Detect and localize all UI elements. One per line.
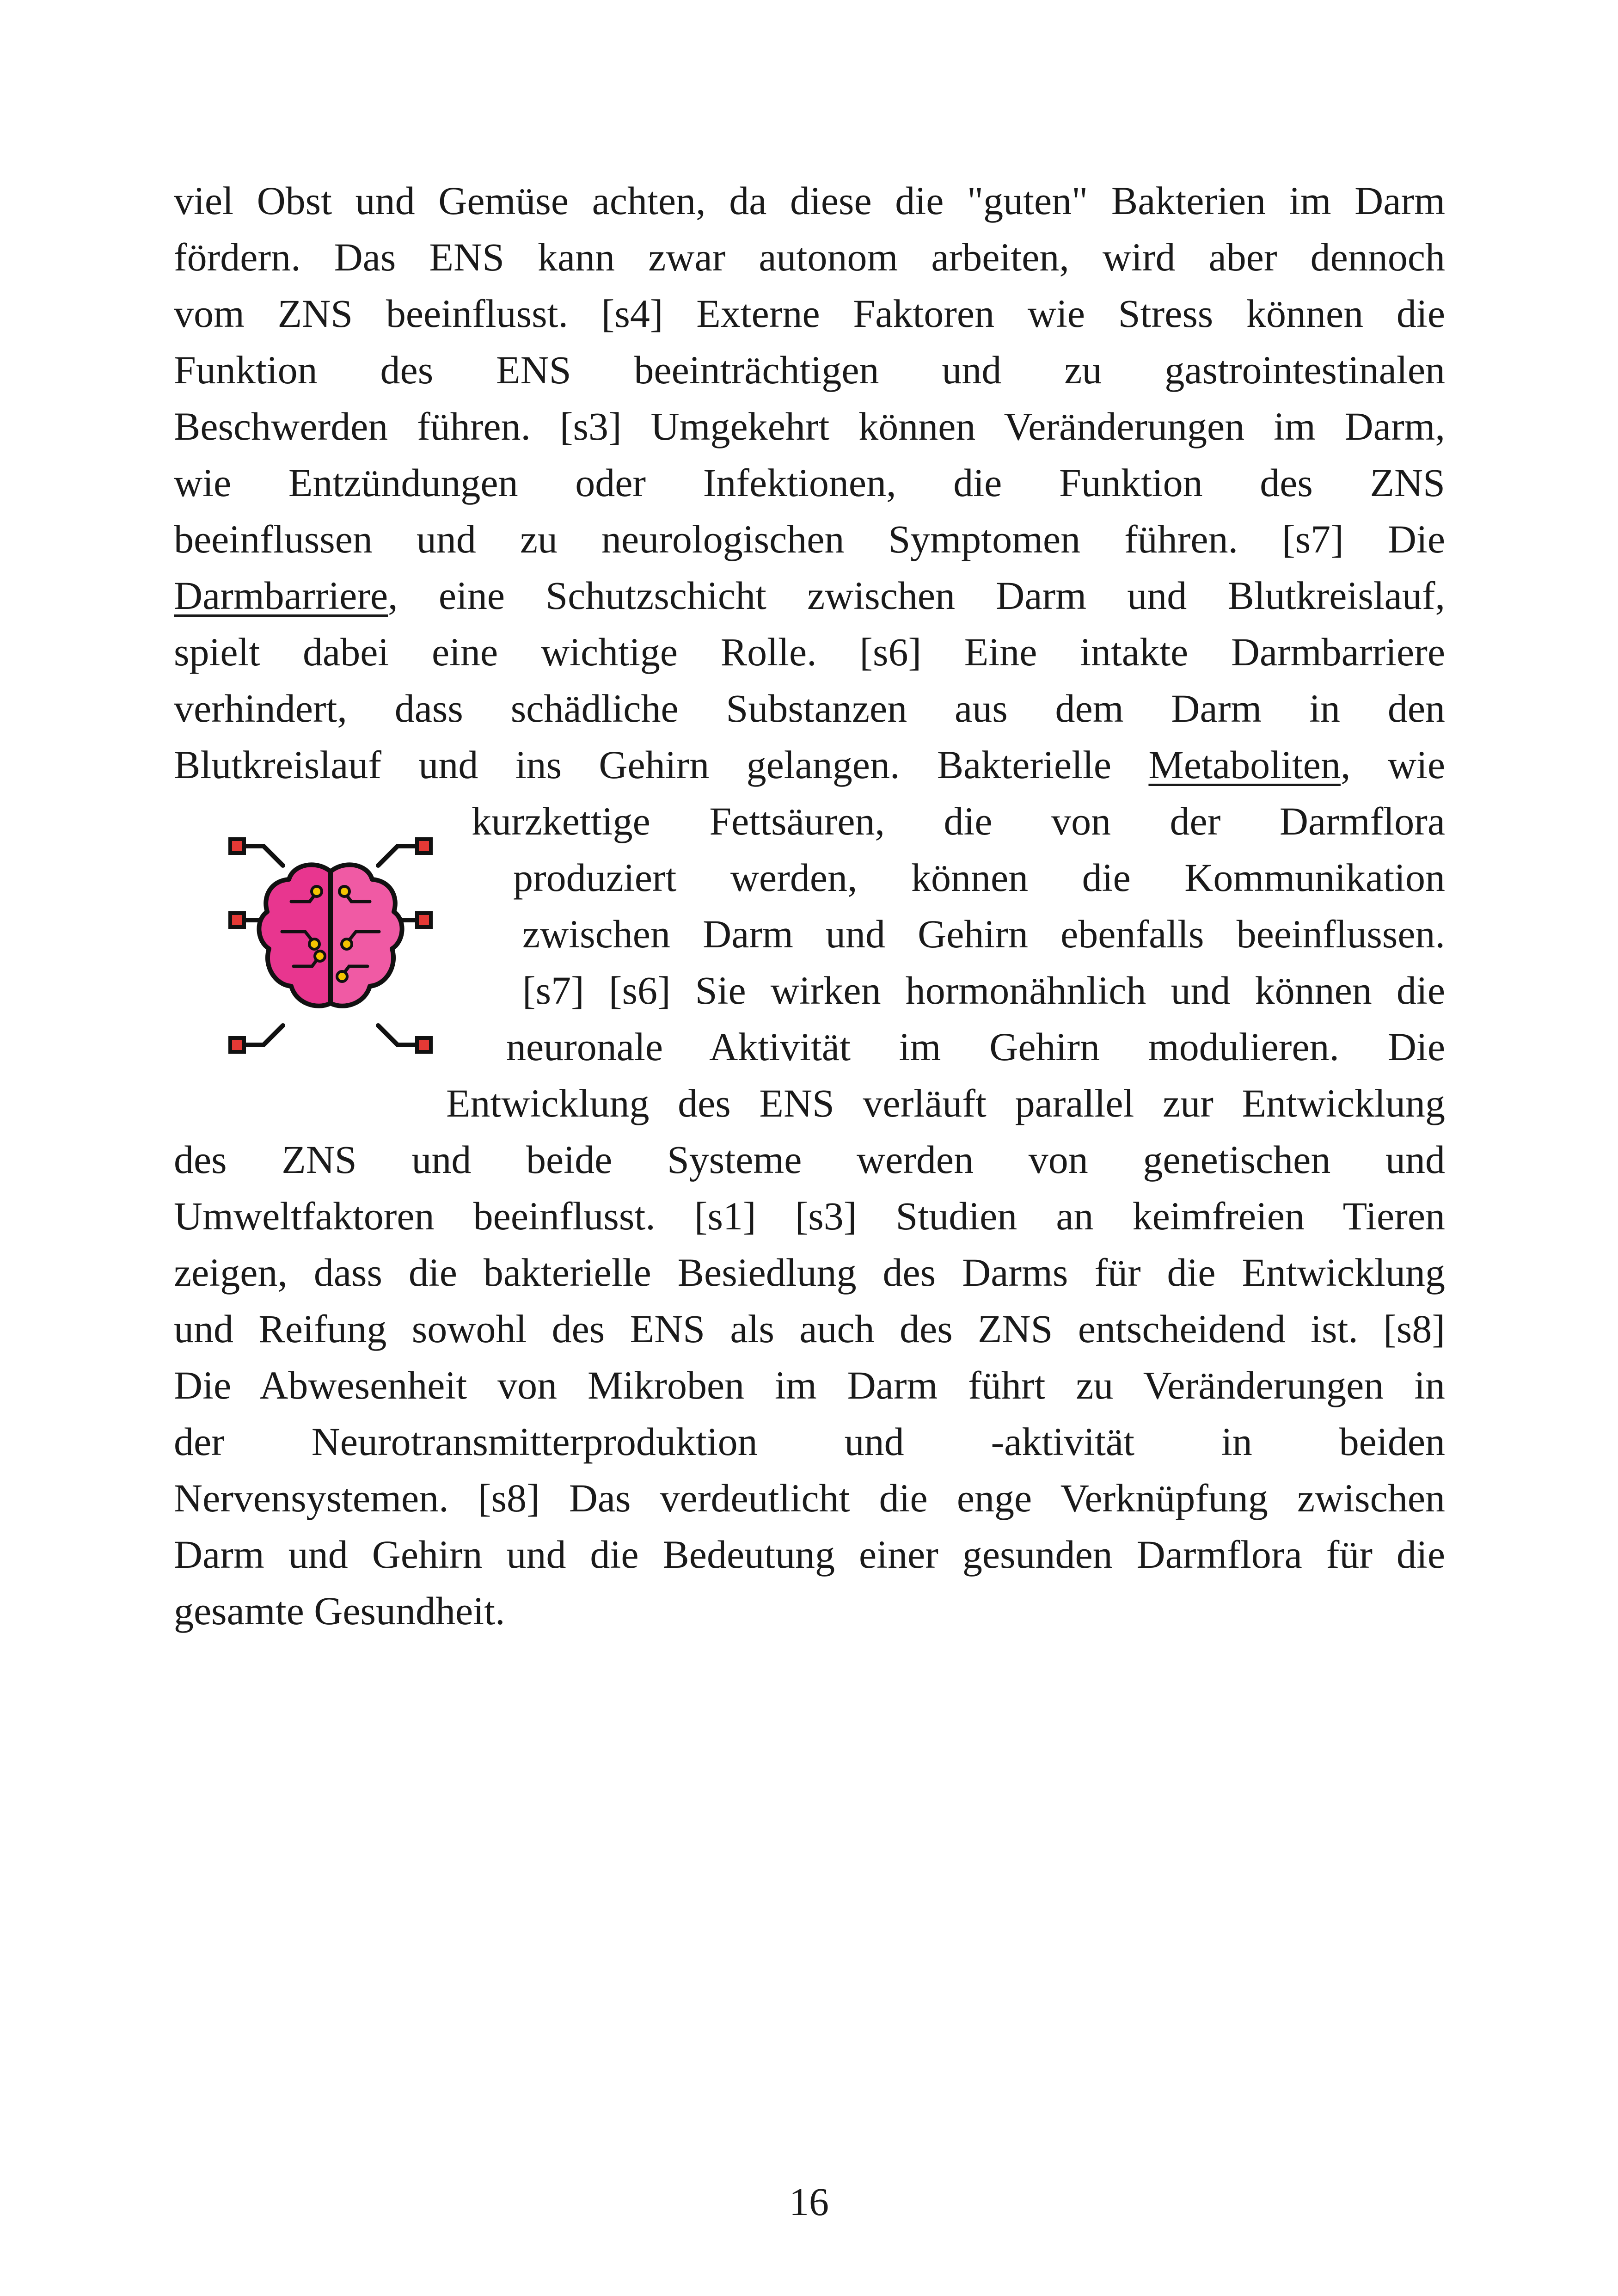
paragraph-line: viel Obst und Gemüse achten, da diese die "guten" Bakterien im Darm [174, 178, 1445, 223]
paragraph-line: Beschwerden führen. [s3] Umgekehrt können Veränderungen im Darm, [174, 404, 1445, 448]
paragraph-line: beeinflussen und zu neurologischen Symptomen führen. [s7] Die [174, 517, 1445, 561]
paragraph-line: des ZNS und beide Systeme werden von genetischen und [174, 1137, 1445, 1182]
paragraph-line: wie Entzündungen oder Infektionen, die Funktion des ZNS [174, 460, 1445, 505]
paragraph-line: neuronale Aktivität im Gehirn modulieren. Die [506, 1025, 1445, 1069]
paragraph-line: vom ZNS beeinflusst. [s4] Externe Faktoren wie Stress können die [174, 291, 1445, 336]
paragraph-line: Entwicklung des ENS verläuft parallel zur Entwicklung [446, 1081, 1445, 1125]
paragraph-line: produziert werden, können die Kommunikation [513, 855, 1445, 900]
paragraph-line: Nervensystemen. [s8] Das verdeutlicht die enge Verknüpfung zwischen [174, 1476, 1445, 1520]
line-text: , eine Schutzschicht zwischen Darm und Blutkreislauf, [388, 573, 1445, 618]
paragraph-line: Umweltfaktoren beeinflusst. [s1] [s3] Studien an keimfreien Tieren [174, 1194, 1445, 1238]
metaboliten-link[interactable]: Metaboliten [1148, 743, 1341, 787]
paragraph-line: verhindert, dass schädliche Substanzen aus dem Darm in den [174, 686, 1445, 731]
circuit-brain-icon [217, 828, 444, 1063]
paragraph-line: kurzkettige Fettsäuren, die von der Darmflora [472, 799, 1445, 843]
paragraph-line: gesamte Gesundheit. [174, 1589, 505, 1633]
paragraph-line: und Reifung sowohl des ENS als auch des ZNS entscheidend ist. [s8] [174, 1307, 1445, 1351]
paragraph-line [174, 742, 1445, 788]
paragraph-line: Darm und Gehirn und die Bedeutung einer gesunden Darmflora für die [174, 1532, 1445, 1577]
darmbarriere-link[interactable]: Darmbarriere [174, 573, 388, 618]
paragraph-line: Die Abwesenheit von Mikroben im Darm führt zu Veränderungen in [174, 1363, 1445, 1407]
page-number: 16 [789, 2179, 829, 2224]
line-text: Blutkreislauf und ins Gehirn gelangen. Bakterielle [174, 743, 1149, 787]
paragraph-line: der Neurotransmitterproduktion und -aktivität in beiden [174, 1419, 1445, 1464]
paragraph-line [174, 572, 1445, 619]
paragraph-line: zeigen, dass die bakterielle Besiedlung des Darms für die Entwicklung [174, 1250, 1445, 1295]
line-text: , wie [1340, 743, 1445, 787]
paragraph-line: [s7] [s6] Sie wirken hormonähnlich und können die [522, 968, 1445, 1013]
paragraph-line: Funktion des ENS beeinträchtigen und zu gastrointestinalen [174, 348, 1445, 392]
paragraph-line: fördern. Das ENS kann zwar autonom arbeiten, wird aber dennoch [174, 235, 1445, 279]
paragraph-line: spielt dabei eine wichtige Rolle. [s6] Eine intakte Darmbarriere [174, 630, 1445, 674]
paragraph-line: zwischen Darm und Gehirn ebenfalls beeinflussen. [522, 912, 1445, 956]
